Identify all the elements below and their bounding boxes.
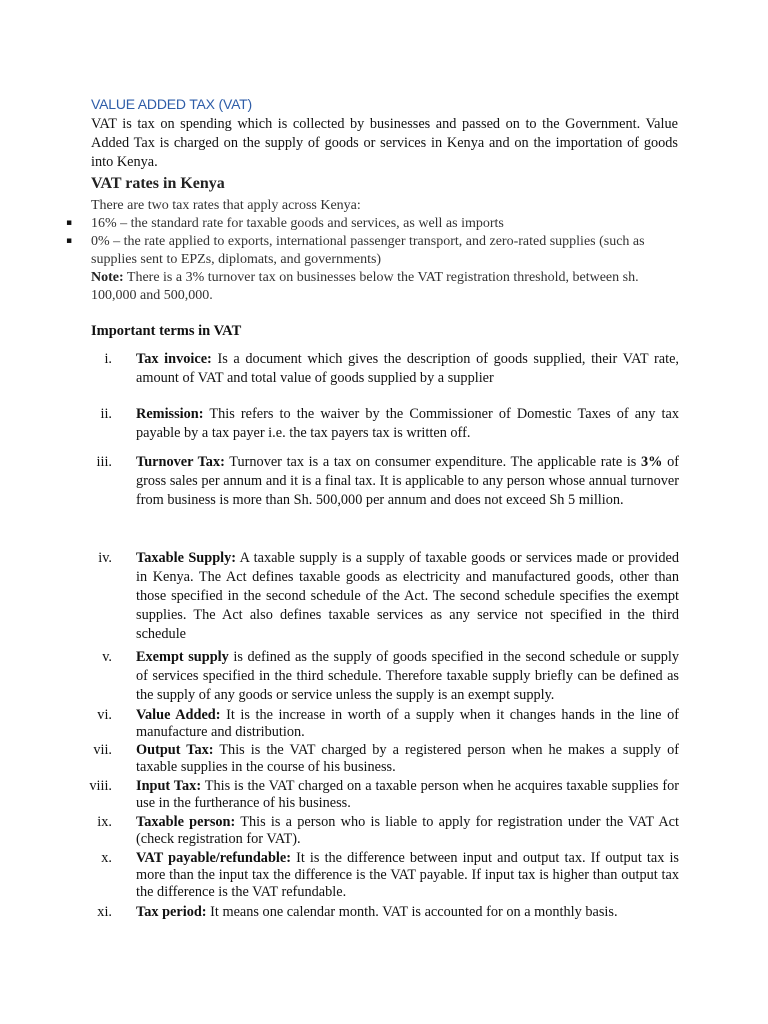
term-label: Taxable person: (136, 814, 236, 830)
term-label: Taxable Supply: (136, 550, 237, 566)
document-title: VALUE ADDED TAX (VAT) (91, 96, 252, 112)
note-label: Note: (91, 270, 124, 285)
terms-heading: Important terms in VAT (91, 323, 242, 339)
term-label: Tax period: (136, 904, 207, 920)
term-body (136, 549, 679, 644)
term-label: Turnover Tax: (136, 454, 225, 470)
term-body (136, 350, 679, 388)
bullet-square-icon: ▪ (66, 218, 73, 228)
term-body (136, 778, 679, 812)
term-label: Remission: (136, 406, 204, 422)
term-text: It is the difference between input and output tax. If output tax is more than the input tax the difference is the VAT payable. If input tax is higher than output tax the difference is the VAT refundable. (136, 850, 679, 900)
rate-item-zero: 0% – the rate applied to exports, international passenger transport, and zero-rated supplies (such as supplies sent to EPZs, diplomats, and governments) (91, 234, 645, 267)
term-number: iii. (96, 454, 112, 470)
note-text: There is a 3% turnover tax on businesses below the VAT registration threshold, between sh. 100,000 and 500,000. (91, 270, 639, 303)
term-number: viii. (89, 778, 112, 794)
rate-item-standard: 16% – the standard rate for taxable goods and services, as well as imports (91, 216, 504, 231)
term-text: It means one calendar month. VAT is accounted for on a monthly basis. (206, 904, 618, 920)
term-text: This is the VAT charged on a taxable person when he acquires taxable supplies for use in the furtherance of his business. (136, 778, 679, 811)
term-body (136, 453, 679, 510)
term-text: is defined as the supply of goods specified in the second schedule or supply of services specified in the third schedule. Therefore taxable supply briefly can be defined as the supply of any goods or service unless the supply is an exempt supply. (136, 649, 680, 703)
term-body (136, 814, 679, 848)
term-text: This refers to the waiver by the Commissioner of Domestic Taxes of any tax payable by a tax payer i.e. the tax payers tax is written off. (136, 406, 679, 441)
term-number: xi. (97, 904, 112, 920)
term-number: v. (102, 649, 112, 665)
term-number: iv. (98, 550, 112, 566)
term-label: Output Tax: (136, 742, 214, 758)
term-text: Is a document which gives the description of goods supplied, their VAT rate, amount of VAT and total value of goods supplied by a supplier (136, 351, 679, 386)
term-number: ii. (100, 406, 112, 422)
term-label: Value Added: (136, 707, 221, 723)
term-body (136, 707, 679, 741)
term-text: Turnover tax is a tax on consumer expenditure. The applicable rate is (224, 454, 641, 470)
term-body (136, 648, 679, 705)
term-label: Tax invoice: (136, 351, 212, 367)
term-number: i. (104, 351, 112, 367)
term-body (136, 405, 679, 443)
term-label: Input Tax: (136, 778, 202, 794)
rates-heading: VAT rates in Kenya (91, 175, 225, 192)
term-number: vi. (97, 707, 112, 723)
bullet-square-icon: ▪ (66, 236, 73, 246)
term-body (136, 850, 679, 901)
term-text: A taxable supply is a supply of taxable goods or services made or provided in Kenya. The Act defines taxable goods as electricity and manufactured goods, other than those specified in the second schedule of the Act. The second schedule specifies the exempt supplies. The Act also defines taxable services as any service not specified in the third schedule (136, 550, 679, 642)
term-body (136, 742, 679, 776)
note-paragraph (91, 269, 681, 305)
term-text: This is a person who is liable to apply for registration under the VAT Act (check registration for VAT). (136, 814, 679, 847)
term-number: x. (101, 850, 112, 866)
term-text-cont: of gross sales per annum and it is a final tax. It is applicable to any person whose annual turnover from business is more than Sh. 500,000 per annum and does not exceed Sh 5 million. (136, 454, 679, 508)
term-label: Exempt supply (136, 649, 229, 665)
term-rate-label: 3% (641, 454, 663, 470)
term-text: It is the increase in worth of a supply when it changes hands in the line of manufacture and distribution. (136, 707, 680, 740)
term-body (136, 904, 679, 921)
term-number: ix. (97, 814, 112, 830)
term-number: vii. (93, 742, 112, 758)
intro-paragraph: VAT is tax on spending which is collected by businesses and passed on to the Government. Value Added Tax is charged on the supply of goods or services in Kenya and on the importation of goods into Kenya. (91, 116, 678, 170)
rates-intro: There are two tax rates that apply across Kenya: (91, 198, 361, 213)
term-text: This is the VAT charged by a registered person when he makes a supply of taxable supplies in the course of his business. (136, 742, 679, 775)
term-label: VAT payable/refundable: (136, 850, 291, 866)
